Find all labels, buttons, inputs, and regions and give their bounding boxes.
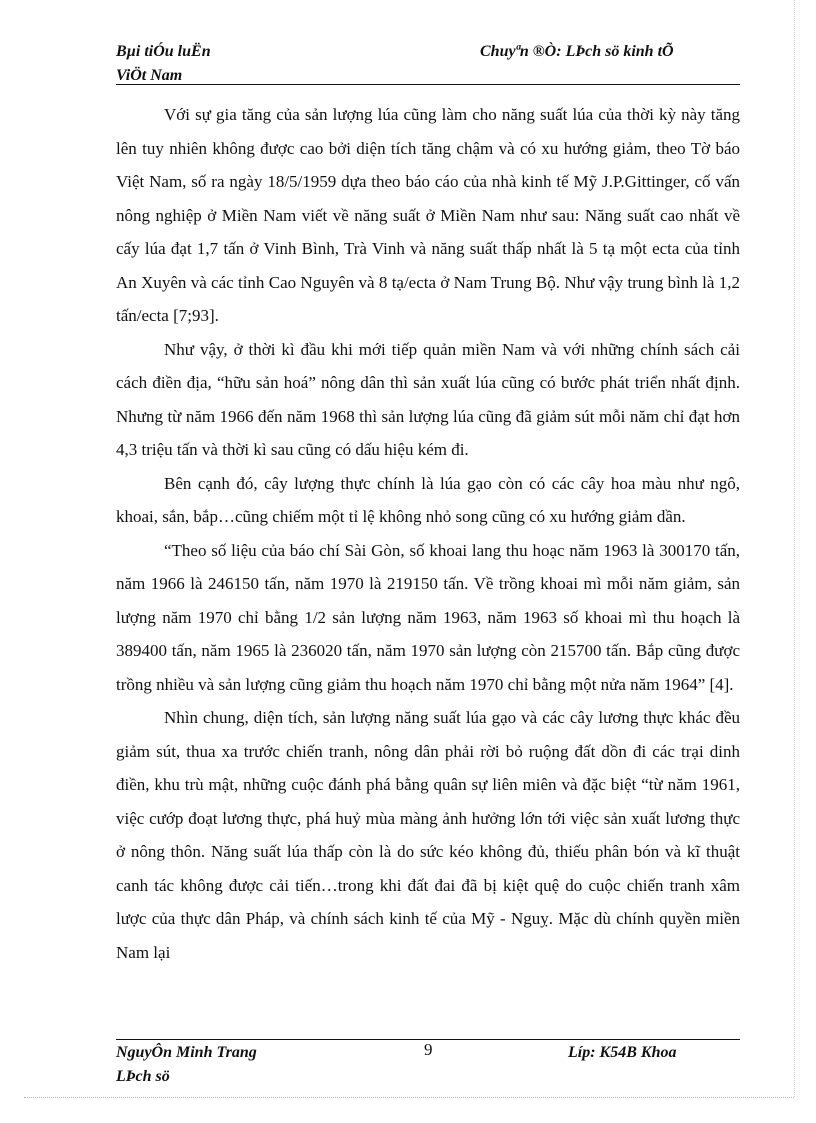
footer-subject: LÞch sö: [116, 1068, 170, 1085]
header-left-line1: Bµi tiÓu luËn: [116, 43, 211, 60]
paragraph-3: Bên cạnh đó, cây lượng thực chính là lúa gạo còn có các cây hoa màu như ngô, khoai, sắn, bắp…cũng chiếm một tỉ lệ không nhỏ song cũng có xu hướng giảm dần.: [116, 473, 740, 526]
footer-left: [116, 1041, 257, 1089]
page-bottom-edge: [24, 1097, 794, 1098]
header-right: Chuyªn ®Ò: LÞch sö kinh tÕ: [480, 43, 674, 60]
paragraph-5: Nhìn chung, diện tích, sản lượng năng suất lúa gạo và các cây lương thực khác đều giảm sút, thua xa trước chiến tranh, nông dân phải rời bỏ ruộng đất dồn đi các trại dinh điền, khu trù mật, những cuộc đánh phá bằng quân sự liên miên và đặc biệt “từ năm 1961, việc cướp đoạt lương thực, phá huỷ mùa màng ảnh hưởng lớn tới việc sản xuất lương thực ở nông thôn. Năng suất lúa thấp còn là do sức kéo không đủ, thiếu phân bón và kĩ thuật canh tác không được cải tiến…trong khi đất đai đã bị kiệt quệ do cuộc chiến tranh xâm lược của thực dân Pháp, và chính sách kinh tế của Mỹ - Nguỵ. Mặc dù chính quyền miền Nam lại: [116, 708, 740, 962]
page-body: [116, 98, 740, 969]
paragraph-2: Như vậy, ở thời kì đầu khi mới tiếp quản miền Nam và với những chính sách cải cách điền địa, “hữu sản hoá” nông dân thì sản xuất lúa cũng có bước phát triển nhất định. Nhưng từ năm 1966 đến năm 1968 thì sản lượng lúa cũng đã giảm sút mỗi năm chỉ đạt hơn 4,3 triệu tấn và thời kì sau cũng có dấu hiệu kém đi.: [116, 339, 740, 459]
header-left: [116, 40, 211, 88]
page-number: 9: [424, 1040, 433, 1059]
header-rule: [116, 84, 740, 85]
footer-author: NguyÔn Minh Trang: [116, 1044, 257, 1061]
header-left-line2: ViÖt Nam: [116, 67, 183, 84]
paragraph-1: Với sự gia tăng của sản lượng lúa cũng làm cho năng suất lúa của thời kỳ này tăng lên tuy nhiên không được cao bởi diện tích tăng chậm và có xu hướng giảm, theo Tờ báo Việt Nam, số ra ngày 18/5/1959 dựa theo báo cáo của nhà kinh tế Mỹ J.P.Gittinger, cố vấn nông nghiệp ở Miền Nam viết về năng suất ở Miền Nam như sau: Năng suất cao nhất về cấy lúa đạt 1,7 tấn ở Vinh Bình, Trà Vinh và năng suất thấp nhất là 5 tạ một ecta của tỉnh An Xuyên và các tỉnh Cao Nguyên và 8 tạ/ecta ở Nam Trung Bộ. Như vậy trung bình là 1,2 tấn/ecta [7;93].: [116, 105, 740, 325]
footer-class: Líp: K54B Khoa: [568, 1044, 677, 1061]
page-right-edge: [794, 0, 795, 1097]
paragraph-4: “Theo số liệu của báo chí Sài Gòn, số khoai lang thu hoạc năm 1963 là 300170 tấn, năm 1966 là 246150 tấn, năm 1970 là 219150 tấn. Về trồng khoai mì mỗi năm giảm, sản lượng năm 1970 chỉ bằng 1/2 sản lượng năm 1963, năm 1963 số khoai mì thu hoạch là 389400 tấn, năm 1965 là 236020 tấn, năm 1970 sản lượng còn 215700 tấn. Bắp cũng được trồng nhiều và sản lượng cũng giảm thu hoạch năm 1970 chỉ bằng một nửa năm 1964” [4].: [116, 540, 740, 694]
